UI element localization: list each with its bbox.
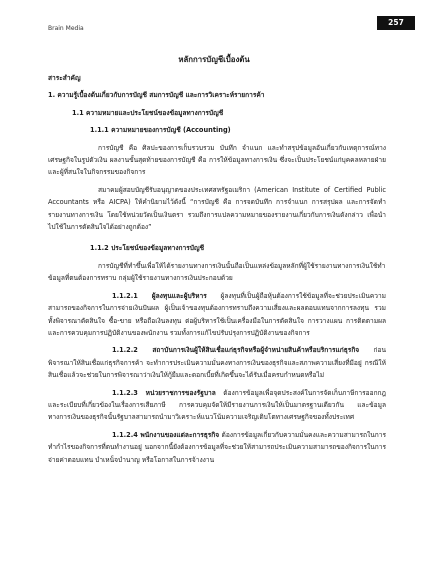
publisher-name: Brain Media	[48, 25, 84, 32]
paragraph-creditors	[48, 344, 386, 381]
paragraph-accounting-definition: การบัญชี คือ ศิลปะของการเก็บรวบรวม บันทึก จำแนก และทำสรุปข้อมูลอันเกี่ยวกับเหตุการณ์ทางเศรษฐกิจในรูปตัวเงิน ผลงานขั้นสุดท้ายของการบัญชี คือ การให้ข้อมูลทางการเงิน ซึ่งจะเป็นประโยชน์แก่บุคคลหลายฝ่าย และผู้ที่สนใจในกิจกรรมของกิจการ	[48, 143, 386, 177]
section-1-1-2-heading: 1.1.2 ประโยชน์ของข้อมูลทางการบัญชี	[90, 244, 205, 253]
item-1-1-2-3-label: 1.1.2.3 หน่วยราชการของรัฐบาล	[112, 388, 216, 397]
paragraph-aicpa-definition: สมาคมผู้สอบบัญชีรับอนุญาตของประเทศสหรัฐอเมริกา (American Institute of Certified Public Accountants หรือ AICPA) ให้คำนิยามไว้ดังนี้ “การบัญชี คือ การจดบันทึก การจำแนก การสรุปผล และการจัดทำรายงานทางการเงิน โดยใช้หน่วยวัดเป็นเงินตรา รวมถึงการแปลความหมายของรายงานเกี่ยวกับการเงินดังกล่าว เพื่อนำไปใช้ในการตัดสินใจได้อย่างถูกต้อง”	[48, 185, 386, 232]
paragraph-users-intro: การบัญชีที่ทำขึ้นเพื่อให้ได้รายงานทางการเงินนั้นถือเป็นแหล่งข้อมูลหลักที่ผู้ใช้รายงานทางการเงินใช้ทำข้อมูลที่ตนต้องการทราบ กลุ่มผู้ใช้รายงานทางการเงินประกอบด้วย	[48, 261, 386, 283]
page-title: หลักการบัญชีเบื้องต้น	[178, 55, 250, 64]
section-1-heading: 1. ความรู้เบื้องต้นเกี่ยวกับการบัญชี สมการบัญชี และการวิเคราะห์รายการค้า	[48, 91, 265, 100]
item-1-1-2-1-text: ผู้ลงทุนที่เป็นผู้ถือหุ้นต้องการใช้ข้อมูลที่จะช่วยประเมินความสามารถของกิจการในการจ่ายเงินปันผล ผู้เป็นเจ้าของทุนต้องการทราบถึงความเสี่ยงและผลตอบแทนจากการลงทุน รวมทั้งพิจารณาตัดสินใจ ซื้อ-ขาย หรือถือเงินลงทุน ต่อผู้บริหารใช้เป็นเครื่องมือในการตัดสินใจ การวางแผน การติดตามผล และการควบคุมการปฏิบัติงานของพนักงาน รวมทั้งการแก้ไขปรับปรุงการปฏิบัติงานของกิจการ	[48, 291, 386, 337]
essence-heading: สาระสำคัญ	[48, 74, 81, 82]
page-number-badge: 257	[377, 16, 415, 30]
paragraph-investors	[48, 290, 386, 340]
paragraph-government	[48, 387, 386, 424]
paragraph-employees	[48, 429, 386, 466]
document-body	[48, 72, 386, 466]
item-1-1-2-2-label: 1.1.2.2 สถาบันการเงินผู้ให้สินเชื่อแก่ธุรกิจหรือผู้จำหน่ายสินค้าหรือบริการแก่ธุรกิจ	[112, 346, 360, 355]
item-1-1-2-1-label: 1.1.2.1 ผู้ลงทุนและผู้บริหาร	[112, 291, 207, 300]
section-1-1-1-heading: 1.1.1 ความหมายของการบัญชี (Accounting)	[90, 126, 231, 135]
item-1-1-2-4-label: 1.1.2.4 พนักงานของแต่ละการธุรกิจ	[112, 430, 220, 439]
item-1-1-2-4-text: ต้องการข้อมูลเกี่ยวกับความมั่นคงและความสามารถในการทำกำไรของกิจการที่ตนทำงานอยู่ นอกจากนี้ยังต้องการข้อมูลที่จะช่วยให้สามารถประเมินความสามารถของกิจการในการจ่ายค่าตอบแทน บำเหน็จบำนาญ หรือโอกาสในการจ้างงาน	[48, 430, 386, 464]
item-1-1-2-3-text: ต้องการข้อมูลเพื่อจุดประสงค์ในการจัดเก็บภาษีการออกกฎและระเบียบที่เกี่ยวข้องในเรื่องการเสียภาษี การควบคุมจัดให้มีรายงานการเงินให้เป็นมาตรฐานเดียวกัน และข้อมูลทางการเงินของธุรกิจนั้นรัฐบาลสามารถนำมาวิเคราะห์แนวโน้มความเจริญเติบโตทางเศรษฐกิจของทั้งประเทศ	[48, 388, 386, 422]
section-1-1-heading: 1.1 ความหมายและประโยชน์ของข้อมูลทางการบัญชี	[72, 108, 224, 117]
item-1-1-2-2-text: ก่อนพิจารณาให้สินเชื่อแก่ธุรกิจการค้า จะทำการประเมินความมั่นคงทางการเงินของธุรกิจและสภาพความเสี่ยงที่มีอยู่ กรณีให้สินเชื่อแล้วจะช่วยในการพิจารณาว่าเงินให้กู้ยืมและดอกเบี้ยที่เกิดขึ้นจะได้รับเมื่อครบกำหนดหรือไม่	[48, 346, 386, 380]
